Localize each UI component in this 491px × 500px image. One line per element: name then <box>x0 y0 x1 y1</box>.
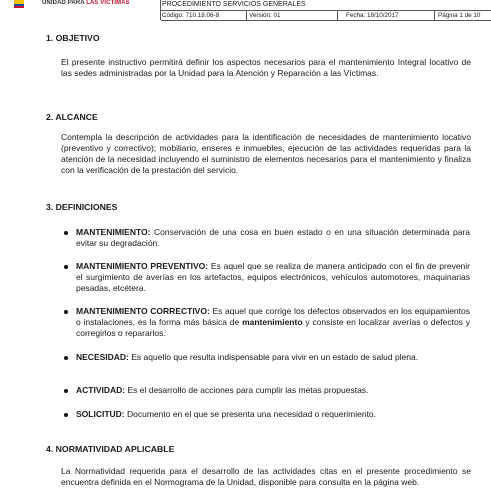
document-title: PROCEDIMIENTO SERVICIOS GENERALES <box>161 0 491 11</box>
definition-item <box>76 385 470 396</box>
document-code: Código: 710.18.06-8 <box>162 11 247 20</box>
definition-item <box>76 409 470 420</box>
definition-term: MANTENIMIENTO PREVENTIVO: <box>76 261 209 271</box>
definition-text: Es el desarrollo de acciones para cumplir las metas propuestas. <box>125 385 369 395</box>
bullet-icon <box>64 389 68 393</box>
document-date: Fecha: 18/10/2017 <box>346 11 435 20</box>
definition-item <box>76 227 470 249</box>
header-table <box>161 0 491 21</box>
section-text-objetivo: El presente instructivo permitirá definir los aspectos necesarios para el mantenimiento Integral locativo de las sedes administradas por la Unidad para la Atención y Reparación a las Víctimas. <box>61 57 471 79</box>
bullet-icon <box>64 231 68 235</box>
flag-logo-icon <box>14 0 24 8</box>
definition-item <box>76 261 470 294</box>
page-number: Página 1 de 10 <box>438 12 481 19</box>
logo <box>0 0 161 20</box>
definition-text: Es aquel que corrige los defectos observados en los equipamientos o instalaciones, es la forma más básica de <box>76 306 470 328</box>
bullet-icon <box>64 310 68 314</box>
document-header <box>0 0 491 21</box>
definition-text: Es aquel que se realiza de manera anticipado con el fin de prevenir el surgimiento de averías en los artefactos, equipos electrónicos, vehículos automotores, maquinarias pesadas, etcétera. <box>76 261 470 294</box>
definition-text: Documento en el que se presenta una necesidad o requerimiento. <box>124 409 377 419</box>
definition-term: ACTIVIDAD: <box>76 385 126 395</box>
document-metadata-row <box>161 11 491 21</box>
logo-text-accent: LAS VÍCTIMAS <box>86 0 130 6</box>
definition-item <box>76 352 470 363</box>
definition-item <box>76 306 470 339</box>
section-heading-objetivo: 1. OBJETIVO <box>46 33 100 43</box>
definition-inline-bold: mantenimiento <box>242 317 303 328</box>
bullet-icon <box>64 413 68 417</box>
section-text-normatividad: La Normatividad requerida para el desarrollo de las actividades citas en el presente procedimiento se encuentra definida en el Normograma de la Unidad, disponible para consulta en la página web. <box>61 466 471 488</box>
section-heading-normatividad: 4. NORMATIVIDAD APLICABLE <box>46 444 175 454</box>
section-heading-definiciones: 3. DEFINICIONES <box>46 202 118 212</box>
definition-term: MANTENIMIENTO CORRECTIVO: <box>76 306 210 316</box>
section-text-alcance: Contempla la descripción de actividades para la identificación de necesidades de mantenimiento locativo (preventivo y correctivo); mobiliario, enseres e inmuebles, ejecución de las actividades requeridas para la atención de la necesidad incluyendo el suministro de elementos necesarios para el mantenimiento y finaliza con la verificación de la prestación del servicio. <box>61 132 471 176</box>
definition-text: Conservación de una cosa en buen estado o en una situación determinada para evitar su degradación. <box>76 227 470 249</box>
definition-term: MANTENIMIENTO: <box>76 227 151 237</box>
definition-term: NECESIDAD: <box>76 352 129 362</box>
definition-text: Es aquello que resulta indispensable para vivir en un estado de salud plena. <box>128 352 419 362</box>
logo-text <box>42 0 130 6</box>
bullet-icon <box>64 356 68 360</box>
definition-term: SOLICITUD: <box>76 409 125 419</box>
definition-text: y consiste en localizar averías o defectos y corregirlos o repararlos. <box>76 317 470 339</box>
bullet-icon <box>64 265 68 269</box>
logo-text-prefix: UNIDAD PARA <box>42 0 85 6</box>
section-heading-alcance: 2. ALCANCE <box>46 112 98 122</box>
document-version: Versión: 01 <box>249 11 338 20</box>
